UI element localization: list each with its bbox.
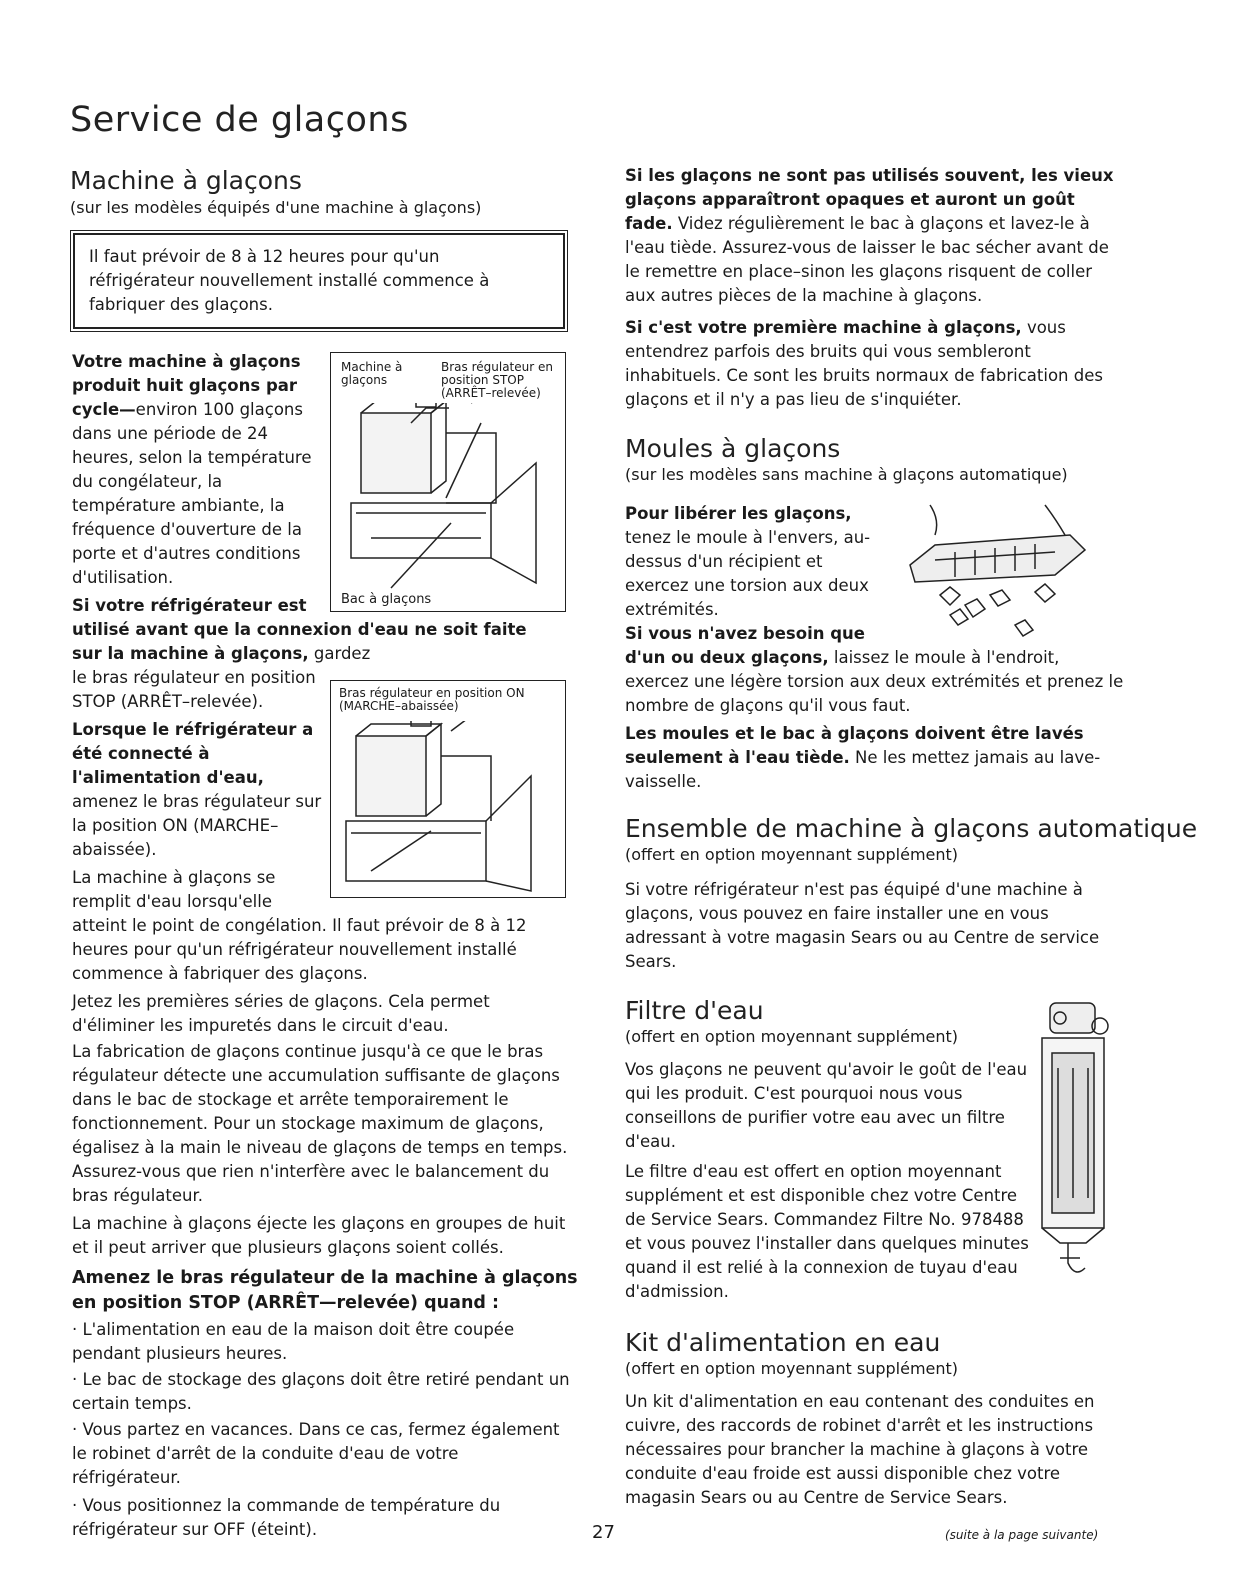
icemaker-para-2-text: gardez	[313, 644, 371, 663]
filter-heading: Filtre d'eau	[625, 996, 764, 1025]
continued-note: (suite à la page suivante)	[945, 1528, 1099, 1542]
trays-heading: Moules à glaçons	[625, 434, 841, 463]
page-number: 27	[592, 1522, 615, 1543]
fig1-label-arm: Bras régulateur en position STOP (ARRÊT–relevée)	[441, 360, 553, 400]
icemaker-para-7: La machine à glaçons éjecte les glaçons en groupes de huit et il peut arriver que plusieurs glaçons soient collés.	[72, 1214, 566, 1257]
trays-para-1-lead: Pour libérer les glaçons,	[625, 504, 852, 523]
page-title: Service de glaçons	[70, 100, 409, 140]
icemaker-para-2	[72, 618, 552, 666]
trays-para-2-text: laissez le moule à l'endroit, exercez une légère torsion aux deux extrémités et prenez le nombre de glaçons qu'il vous faut.	[625, 648, 1124, 715]
supply-subheading: (offert en option moyennant supplément)	[625, 1359, 959, 1378]
bullet-2: · Le bac de stockage des glaçons doit être retiré pendant un certain temps.	[72, 1370, 570, 1413]
kit-heading: Ensemble de machine à glaçons automatique	[625, 814, 1198, 843]
trays-para-2a: Si vous n'avez besoin que	[625, 624, 865, 643]
icemaker-para-5: Jetez les premières séries de glaçons. Cela permet d'éliminer les impuretés dans le circuit d'eau.	[72, 992, 490, 1035]
fig1-label-bin: Bac à glaçons	[341, 592, 432, 607]
trays-para-2-lead: d'un ou deux glaçons,	[625, 648, 829, 667]
icemaker-para-3-lead: Lorsque le réfrigérateur a été connecté à l'alimentation d'eau,	[72, 720, 314, 787]
icemaker-para-4a: La machine à glaçons se remplit d'eau lorsqu'elle	[72, 868, 276, 911]
fig2-label-arm: Bras régulateur en position ON (MARCHE–abaissée)	[339, 686, 525, 713]
bullet-1: · L'alimentation en eau de la maison doit être coupée pendant plusieurs heures.	[72, 1320, 515, 1363]
water-filter-illustration	[1030, 998, 1115, 1283]
supply-heading: Kit d'alimentation en eau	[625, 1328, 941, 1357]
trays-para-3-text: Ne les mettez jamais au lave-vaisselle.	[625, 748, 1101, 791]
ice-tray-illustration	[895, 500, 1100, 645]
kit-subheading: (offert en option moyennant supplément)	[625, 845, 959, 864]
trays-para-3	[625, 722, 1125, 794]
first-icemaker-para	[625, 316, 1125, 412]
icemaker-para-2a: Si votre réfrigérateur est	[72, 596, 307, 615]
icemaker-stop-illustration	[331, 403, 565, 593]
bullet-4: · Vous positionnez la commande de température du réfrigérateur sur OFF (éteint).	[72, 1496, 501, 1539]
trays-para-3-lead: Les moules et le bac à glaçons doivent être lavés seulement à l'eau tiède.	[625, 724, 1084, 767]
fig1-label-machine: Machine à glaçons	[341, 360, 403, 387]
icemaker-para-2b: le bras régulateur en position STOP (ARRÊT–relevée).	[72, 668, 316, 711]
icemaker-figure-stop	[330, 352, 566, 612]
icemaker-para-3	[72, 718, 322, 862]
icemaker-heading: Machine à glaçons	[70, 166, 302, 195]
icemaker-subheading: (sur les modèles équipés d'une machine à glaçons)	[70, 198, 482, 217]
icemaker-para-1	[72, 350, 322, 590]
old-ice-text: Videz régulièrement le bac à glaçons et lavez-le à l'eau tiède. Assurez-vous de laisser le bac sécher avant de le remettre en place–sinon les glaçons risquent de coller aux autres pièces de la machine à glaçons.	[625, 214, 1109, 305]
note-text: Il faut prévoir de 8 à 12 heures pour qu'un réfrigérateur nouvellement installé commence à fabriquer des glaçons.	[73, 233, 565, 329]
first-icemaker-lead: Si c'est votre première machine à glaçons,	[625, 318, 1022, 337]
bullet-3: · Vous partez en vacances. Dans ce cas, fermez également le robinet d'arrêt de la conduite d'eau de votre réfrigérateur.	[72, 1420, 560, 1487]
trays-para-1	[625, 502, 875, 622]
icemaker-on-illustration	[331, 721, 565, 896]
old-ice-para	[625, 164, 1125, 308]
icemaker-para-3-text: amenez le bras régulateur sur la position ON (MARCHE–abaissée).	[72, 792, 322, 859]
icemaker-para-6: La fabrication de glaçons continue jusqu'à ce que le bras régulateur détecte une accumulation suffisante de glaçons dans le bac de stockage et arrête temporairement le fonctionnement. Pour un stockage maximum de glaçons, égalisez à la main le niveau de glaçons de temps en temps. Assurez-vous que rien n'interfère avec le balancement du bras régulateur.	[72, 1042, 568, 1205]
trays-para-1-text: tenez le moule à l'envers, au-dessus d'un récipient et exercez une torsion aux deux extrémités.	[625, 528, 871, 619]
supply-para: Un kit d'alimentation en eau contenant des conduites en cuivre, des raccords de robinet d'arrêt et les instructions nécessaires pour brancher la machine à glaçons à votre conduite d'eau froide est aussi disponible chez votre magasin Sears ou au Centre de Service Sears.	[625, 1392, 1095, 1507]
filter-para-1: Vos glaçons ne peuvent qu'avoir le goût de l'eau qui les produit. C'est pourquoi nous vous conseillons de purifier votre eau avec un filtre d'eau.	[625, 1060, 1028, 1151]
kit-para: Si votre réfrigérateur n'est pas équipé d'une machine à glaçons, vous pouvez en faire installer une en vous adressant à votre magasin Sears ou au Centre de service Sears.	[625, 880, 1100, 971]
icemaker-para-1-lead: Votre machine à glaçons produit huit glaçons par cycle—	[72, 352, 301, 419]
trays-para-2	[625, 646, 1125, 718]
filter-para-2: Le filtre d'eau est offert en option moyennant supplément et est disponible chez votre Centre de Service Sears. Commandez Filtre No. 978488 et vous pouvez l'installer dans quelques minutes quand il est relié à la connexion de tuyau d'eau d'admission.	[625, 1162, 1029, 1301]
stop-heading: Amenez le bras régulateur de la machine à glaçons en position STOP (ARRÊT—relevée) quand :	[72, 1268, 578, 1313]
icemaker-figure-on	[330, 680, 566, 898]
first-icemaker-text: vous entendrez parfois des bruits qui vous sembleront inhabituels. Ce sont les bruits normaux de fabrication des glaçons et il n'y a pas lieu de s'inquiéter.	[625, 318, 1103, 409]
trays-subheading: (sur les modèles sans machine à glaçons automatique)	[625, 465, 1068, 484]
icemaker-para-2-lead: utilisé avant que la connexion d'eau ne soit faite sur la machine à glaçons,	[72, 620, 527, 663]
filter-subheading: (offert en option moyennant supplément)	[625, 1027, 959, 1046]
note-box	[70, 230, 568, 332]
old-ice-lead: Si les glaçons ne sont pas utilisés souvent, les vieux glaçons apparaîtront opaques et auront un goût fade.	[625, 166, 1114, 233]
icemaker-para-4: atteint le point de congélation. Il faut prévoir de 8 à 12 heures pour qu'un réfrigérateur nouvellement installé commence à fabriquer des glaçons.	[72, 916, 527, 983]
icemaker-para-1-text: environ 100 glaçons dans une période de 24 heures, selon la température du congélateur, la température ambiante, la fréquence d'ouverture de la porte et d'autres conditions d'utilisation.	[72, 400, 312, 587]
